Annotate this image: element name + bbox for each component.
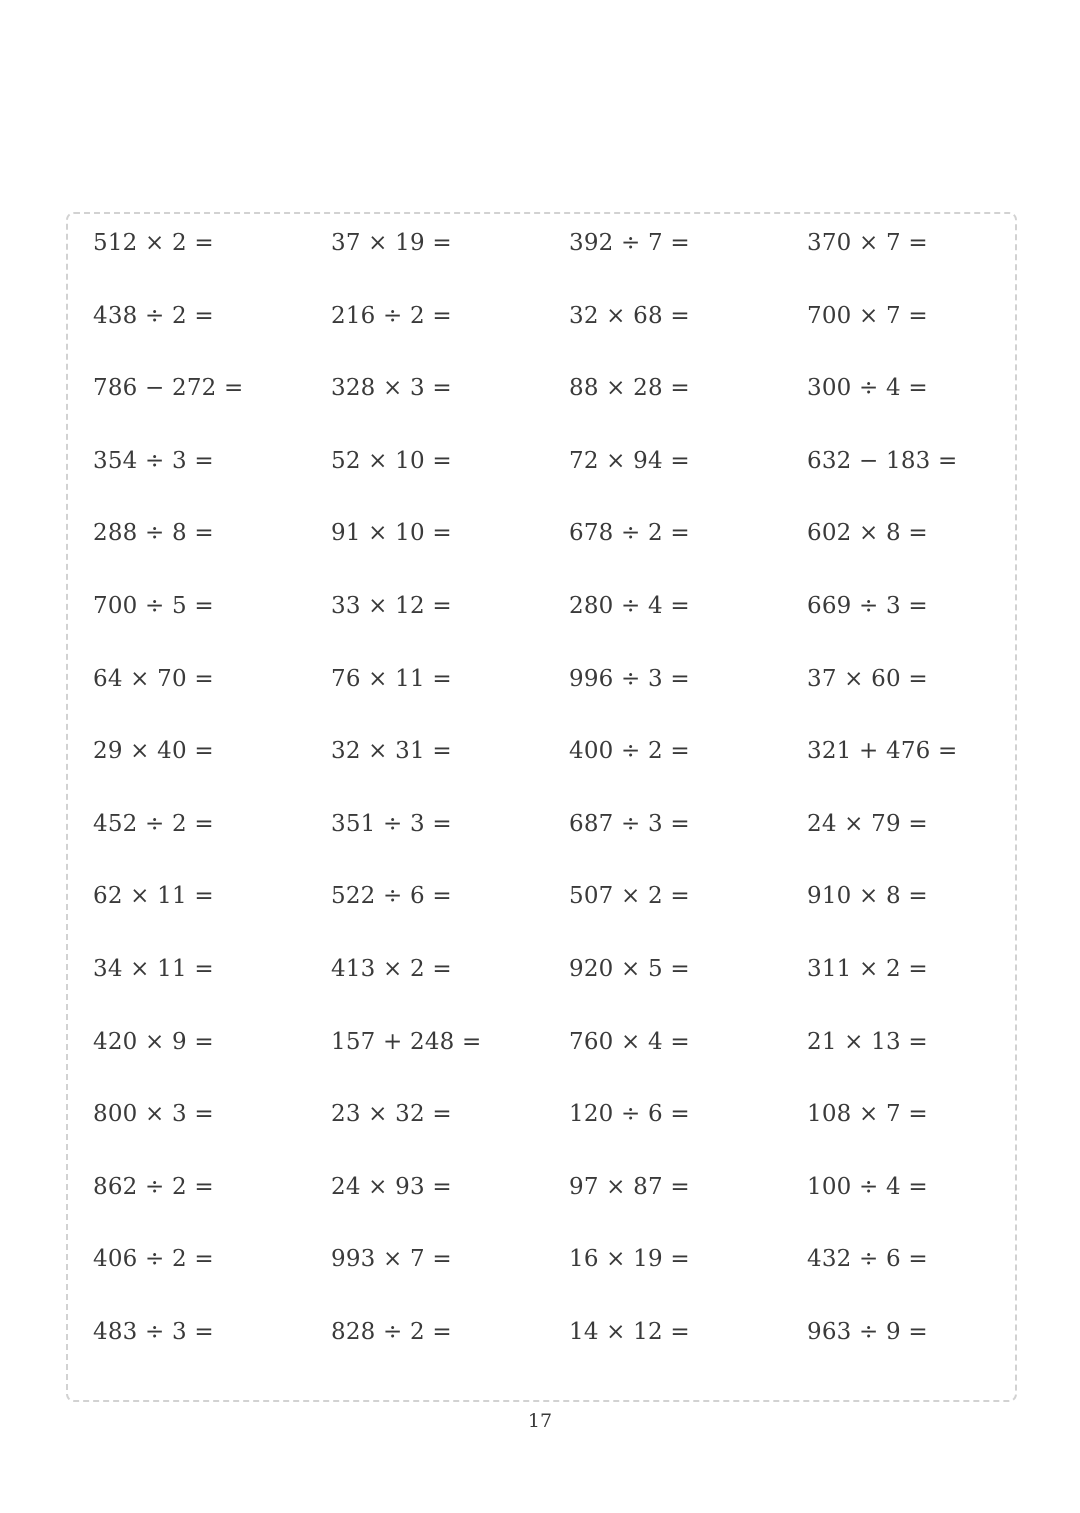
math-problem: 993 × 7 =	[331, 1246, 452, 1273]
math-problem: 920 × 5 =	[569, 955, 690, 982]
math-problem: 24 × 79 =	[807, 810, 928, 837]
math-problem: 996 ÷ 3 =	[569, 665, 690, 692]
math-problem: 24 × 93 =	[331, 1173, 452, 1200]
math-problem: 354 ÷ 3 =	[93, 447, 214, 474]
math-problem: 321 + 476 =	[807, 738, 958, 765]
math-problem: 963 ÷ 9 =	[807, 1318, 928, 1345]
worksheet-frame	[66, 212, 1017, 1402]
math-problem: 678 ÷ 2 =	[569, 520, 690, 547]
math-problem: 406 ÷ 2 =	[93, 1246, 214, 1273]
math-problem: 632 − 183 =	[807, 447, 958, 474]
math-problem: 483 ÷ 3 =	[93, 1318, 214, 1345]
math-problem: 97 × 87 =	[569, 1173, 690, 1200]
math-problem: 64 × 70 =	[93, 665, 214, 692]
math-problem: 76 × 11 =	[331, 665, 452, 692]
math-problem: 37 × 60 =	[807, 665, 928, 692]
math-problem: 328 × 3 =	[331, 375, 452, 402]
math-problem: 512 × 2 =	[93, 230, 214, 256]
math-problem: 32 × 31 =	[331, 738, 452, 765]
math-problem: 311 × 2 =	[807, 955, 928, 982]
math-problem: 507 × 2 =	[569, 883, 690, 910]
math-problem: 88 × 28 =	[569, 375, 690, 402]
math-problem: 432 ÷ 6 =	[807, 1246, 928, 1273]
math-problem: 52 × 10 =	[331, 447, 452, 474]
problem-grid	[93, 228, 1013, 1390]
math-problem: 29 × 40 =	[93, 738, 214, 765]
math-problem: 34 × 11 =	[93, 955, 214, 982]
math-problem: 522 ÷ 6 =	[331, 883, 452, 910]
math-problem: 216 ÷ 2 =	[331, 302, 452, 329]
math-problem: 438 ÷ 2 =	[93, 302, 214, 329]
math-problem: 21 × 13 =	[807, 1028, 928, 1055]
math-problem: 32 × 68 =	[569, 302, 690, 329]
math-problem: 120 ÷ 6 =	[569, 1101, 690, 1128]
math-problem: 910 × 8 =	[807, 883, 928, 910]
math-problem: 100 ÷ 4 =	[807, 1173, 928, 1200]
math-problem: 23 × 32 =	[331, 1101, 452, 1128]
math-problem: 157 + 248 =	[331, 1028, 482, 1055]
math-problem: 37 × 19 =	[331, 230, 452, 256]
math-problem: 760 × 4 =	[569, 1028, 690, 1055]
math-problem: 351 ÷ 3 =	[331, 810, 452, 837]
math-problem: 108 × 7 =	[807, 1101, 928, 1128]
math-problem: 62 × 11 =	[93, 883, 214, 910]
math-problem: 16 × 19 =	[569, 1246, 690, 1273]
math-problem: 14 × 12 =	[569, 1318, 690, 1345]
math-problem: 33 × 12 =	[331, 592, 452, 619]
math-problem: 800 × 3 =	[93, 1101, 214, 1128]
math-problem: 828 ÷ 2 =	[331, 1318, 452, 1345]
math-problem: 862 ÷ 2 =	[93, 1173, 214, 1200]
math-problem: 300 ÷ 4 =	[807, 375, 928, 402]
math-problem: 786 − 272 =	[93, 375, 244, 402]
math-problem: 687 ÷ 3 =	[569, 810, 690, 837]
math-problem: 452 ÷ 2 =	[93, 810, 214, 837]
math-problem: 669 ÷ 3 =	[807, 592, 928, 619]
math-problem: 72 × 94 =	[569, 447, 690, 474]
page-number: 17	[527, 1410, 553, 1432]
math-problem: 91 × 10 =	[331, 520, 452, 547]
math-problem: 700 ÷ 5 =	[93, 592, 214, 619]
math-problem: 370 × 7 =	[807, 230, 928, 256]
math-problem: 700 × 7 =	[807, 302, 928, 329]
math-problem: 420 × 9 =	[93, 1028, 214, 1055]
math-problem: 400 ÷ 2 =	[569, 738, 690, 765]
math-problem: 602 × 8 =	[807, 520, 928, 547]
math-problem: 413 × 2 =	[331, 955, 452, 982]
math-problem: 280 ÷ 4 =	[569, 592, 690, 619]
math-problem: 288 ÷ 8 =	[93, 520, 214, 547]
math-problem: 392 ÷ 7 =	[569, 230, 690, 256]
